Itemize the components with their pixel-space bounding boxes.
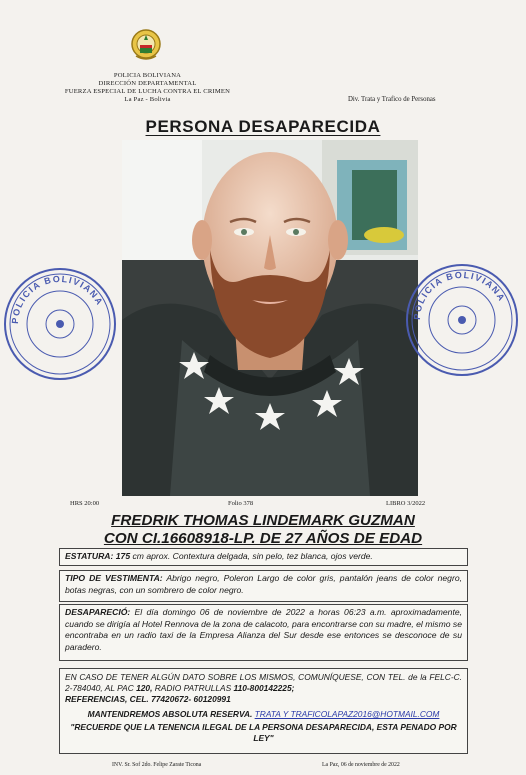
disappearance-label: DESAPARECIÓ:: [65, 607, 131, 617]
folio-label: Folio 378: [228, 500, 254, 507]
clothing-text: Abrigo negro, Poleron Largo de color gris, pantalón jeans de color negro, botas negras, con un sombrero de color negro.: [65, 573, 462, 595]
stature-value: 175: [115, 551, 131, 561]
investigator-signature: INV. Sr. Sof 2do. Felipe Zarate Ticona: [112, 762, 202, 768]
org-line: La Paz - Bolivia: [124, 96, 171, 103]
right-seal-text: POLICIA BOLIVIANA: [411, 269, 508, 321]
person-id-age: CON CI.16608918-LP. DE 27 AÑOS DE EDAD: [103, 530, 423, 547]
division-label: Div. Trata y Trafico de Personas: [348, 96, 436, 103]
left-seal-text: POLICIA BOLIVIANA: [9, 273, 106, 325]
org-line: DIRECCIÓN DEPARTAMENTAL: [98, 80, 197, 87]
stature-label: ESTATURA:: [65, 551, 114, 561]
missing-person-photo: [122, 140, 418, 496]
libro-label: LIBRO 3/2022: [386, 500, 426, 507]
page-title: [0, 117, 526, 137]
page-title-text: PERSONA DESAPARECIDA: [145, 117, 381, 136]
stature-text: cm aprox. Contextura delgada, sin pelo, tez blanca, ojos verde.: [130, 551, 373, 561]
person-name: FREDRIK THOMAS LINDEMARK GUZMAN: [111, 512, 415, 529]
reserve-text: MANTENDREMOS ABSOLUTA RESERVA.: [87, 709, 255, 719]
disappearance-box: [59, 604, 468, 661]
clothing-box: [59, 570, 468, 602]
clothing-label: TIPO DE VESTIMENTA:: [65, 573, 163, 583]
email-link[interactable]: TRATA Y TRAFICOLAPAZ2016@HOTMAIL.COM: [254, 709, 440, 719]
date-place: La Paz, 06 de noviembre de 2022: [322, 762, 400, 768]
stature-box: [59, 548, 468, 566]
pac-number: 120,: [136, 683, 153, 693]
legal-warning: "RECUERDE QUE LA TENENCIA ILEGAL DE LA PERSONA DESAPARECIDA, ESTA PENADO POR LEY": [70, 722, 457, 743]
hrs-label: HRS 20:00: [70, 500, 100, 507]
contact-text-2: RADIO PATRULLAS: [152, 683, 234, 693]
contact-box: [59, 668, 468, 754]
patrullas-number: 110-800142225;: [233, 683, 295, 693]
disappearance-text: El día domingo 06 de noviembre de 2022 a horas 06:23 a.m. aproximadamente, cuando se dirigía al Hotel Rennova de la zona de calacoto, para encontrarse con su madre, el mismo se encontraba en un radio taxi de la Empresa Alianza del Sur desde ese entonces se desconoce de su paradero.: [65, 607, 462, 652]
org-line: FUERZA ESPECIAL DE LUCHA CONTRA EL CRIMEN: [64, 88, 231, 95]
references-line: REFERENCIAS, CEL. 77420672- 60120991: [65, 694, 231, 704]
police-emblem-icon: [130, 28, 162, 62]
contact-text: EN CASO DE TENER ALGÚN DATO SOBRE LOS MISMOS, COMUNÍQUESE, CON TEL. de la FELC-C. 2-784040, AL PAC: [65, 672, 462, 693]
left-police-seal-icon: [2, 266, 118, 382]
right-police-seal-icon: [404, 262, 520, 378]
organization-header: [60, 72, 235, 104]
org-line: POLICIA BOLIVIANA: [113, 72, 182, 79]
